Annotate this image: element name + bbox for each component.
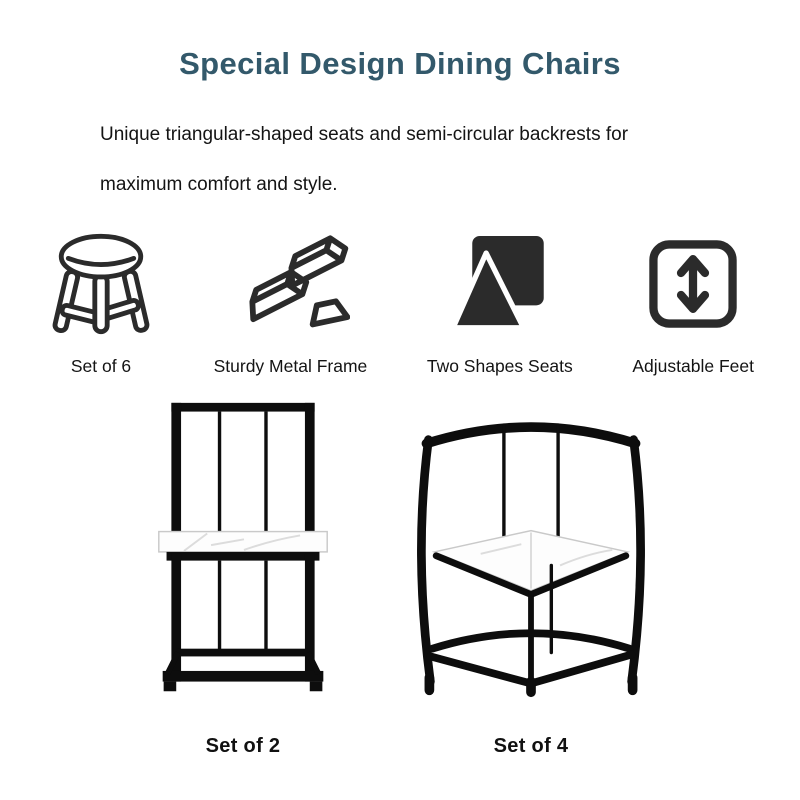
subtitle-line-2: maximum comfort and style. [100,174,338,195]
features-row [48,228,754,377]
page-title: Special Design Dining Chairs [179,46,621,81]
feature-sturdy-metal-frame [214,228,368,377]
two-shapes-icon [452,228,548,340]
two-shapes-icon-svg [452,236,548,332]
adjustable-feet-icon [647,228,739,340]
feature-adjustable-feet [632,228,754,377]
product-label-set-of-2: Set of 2 [205,735,281,757]
feature-label: Two Shapes Seats [426,356,573,376]
product-square-chair [151,399,335,758]
corner-chair-image [413,399,649,699]
metal-ingots-icon-svg [230,230,350,338]
metal-ingots-icon [230,228,350,340]
feature-label: Sturdy Metal Frame [213,356,368,376]
product-corner-chair [413,399,649,758]
subtitle-line-1: Unique triangular-shaped seats and semi-circular backrests for [100,124,629,145]
feature-set-of-6 [48,228,154,377]
stool-icon-svg [48,231,154,337]
adjustable-feet-icon-svg [647,238,739,330]
feature-label: Adjustable Feet [632,356,754,376]
feature-label: Set of 6 [70,356,132,376]
feature-two-shapes-seats [427,228,573,377]
products-row [0,399,800,758]
subtitle [100,110,720,210]
stool-icon [48,228,154,340]
square-chair-image [151,399,335,699]
product-label-set-of-4: Set of 4 [493,735,569,757]
